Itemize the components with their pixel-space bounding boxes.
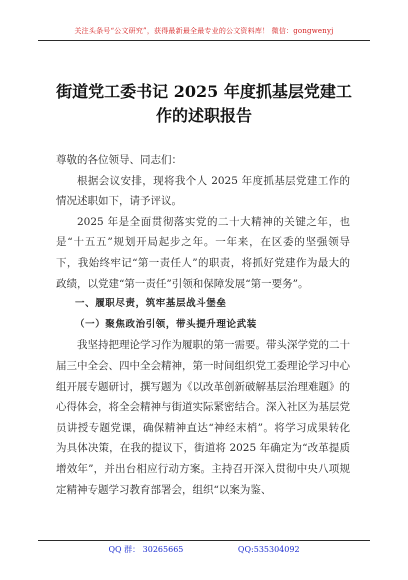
subsection-heading: （一）聚焦政治引领，带头提升理论武装 [75,318,257,330]
paragraph-overview: 2025 年是全面贯彻落实党的二十大精神的关键之年，也是“十五五”规划开局起步之年。一年来，在区委的坚强领导下，我始终牢记“第一责任人”的职责，将抓好党建作为最大的政绩，以党建“第一责任”引领和保障发展“第一要务”。 [56,215,350,290]
header-divider [38,40,370,41]
section-heading: 一、履职尽责，筑牢基层战斗堡垒 [75,298,227,310]
qq-number: QQ:535304092 [237,545,300,554]
top-banner [0,26,408,36]
document-title [40,80,368,128]
greeting: 尊敬的各位领导、同志们： [56,154,182,166]
qq-group: QQ 群： 30265665 [108,545,184,554]
document-body [56,150,350,500]
paragraph-intro: 根据会议安排，现将我个人 2025 年度抓基层党建工作的情况述职如下，请予评议。 [56,174,350,208]
footer-divider [38,540,370,541]
title-line-1: 街道党工委书记 2025 年度抓基层党建工 [56,82,352,101]
footer [0,544,408,555]
banner-text: 关注头条号“公文研究”，获得最新最全最专业的公文资料库！ 微信：gongwenyj [74,27,334,35]
paragraph-theory-study: 我坚持把理论学习作为履职的第一需要。带头深学党的二十届三中全会、四中全会精神，第一时间组织党工委理论学习中心组开展专题研讨，撰写题为《以改革创新破解基层治理难题》的心得体会，将全会精神与街道实际紧密结合。深入社区为基层党员讲授专题党课，确保精神直达“神经末梢”。将学习成果转化为具体决策，在我的提议下，街道将 2025 年确定为“改革提质增效年”，并出台相应行动方案。主持召开深入贯彻中央八项规定精神专题学习教育部署会，组织“以案为鉴、 [56,339,350,496]
title-line-2: 作的述职报告 [155,106,252,125]
